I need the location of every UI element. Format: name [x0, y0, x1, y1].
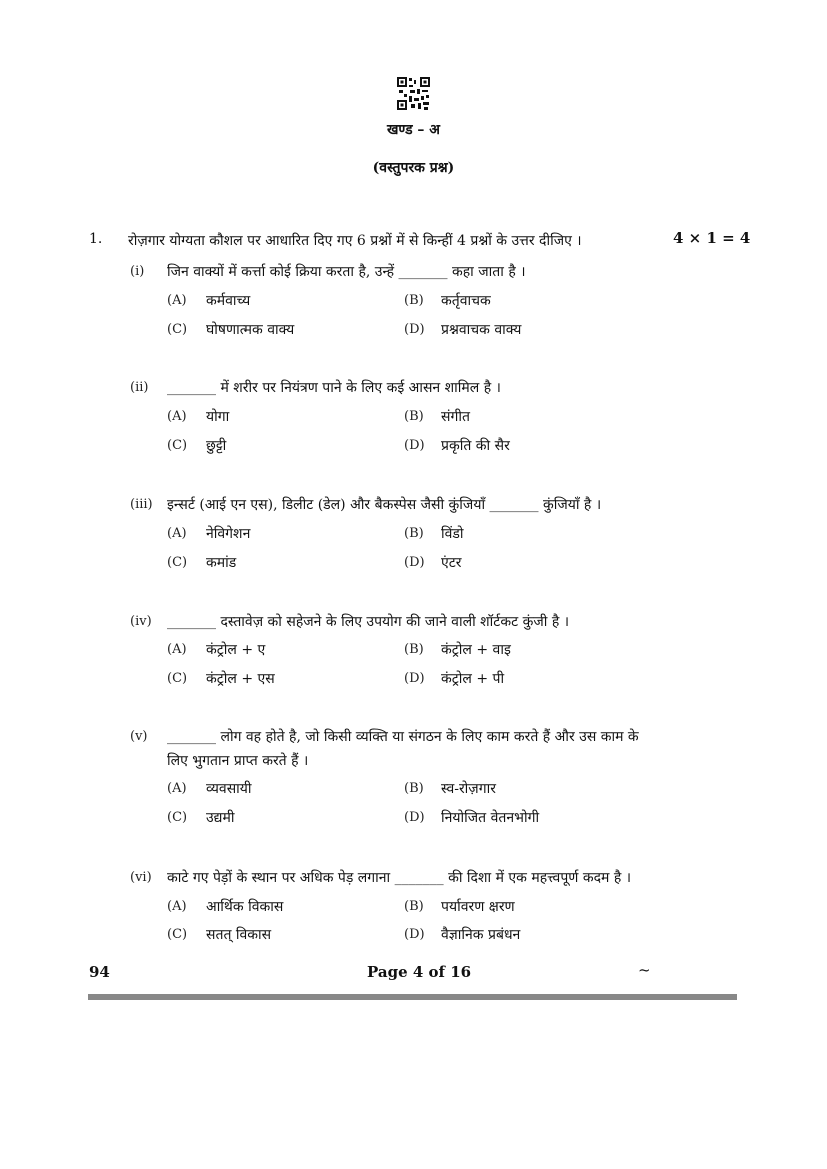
option-text: एंटर	[441, 555, 462, 571]
option-text: आर्थिक विकास	[206, 899, 284, 915]
subquestion-text: _______ दस्तावेज़ को सहेजने के लिए उपयोग की जाने वाली शॉर्टकट कुंजी है ।	[167, 614, 570, 630]
option-label: (A)	[167, 899, 187, 914]
option-label: (C)	[167, 671, 188, 686]
option-text: वैज्ञानिक प्रबंधन	[441, 927, 521, 943]
option-text: कंट्रोल + पी	[441, 671, 505, 687]
option-text: नियोजित वेतनभोगी	[441, 810, 540, 826]
question-marks: 4 × 1 = 4	[673, 229, 751, 247]
option-label: (B)	[404, 642, 424, 657]
subquestion-text: _______ लोग वह होते है, जो किसी व्यक्ति या संगठन के लिए काम करते हैं और उस काम के	[167, 729, 639, 745]
option-text: सतत् विकास	[206, 927, 272, 943]
option-label: (B)	[404, 526, 424, 541]
option-text: प्रकृति की सैर	[441, 438, 510, 454]
option-label: (C)	[167, 555, 188, 570]
section-title: खण्ड – अ	[386, 122, 441, 138]
option-label: (A)	[167, 642, 187, 657]
page-number: Page 4 of 16	[367, 963, 472, 981]
qr-code-icon	[397, 77, 430, 110]
option-label: (C)	[167, 322, 188, 337]
subquestion-text: काटे गए पेड़ों के स्थान पर अधिक पेड़ लगाना _______ की दिशा में एक महत्त्वपूर्ण कदम है ।	[167, 870, 632, 886]
option-label: (D)	[404, 322, 425, 337]
subquestion-label: (v)	[130, 729, 148, 744]
option-text: पर्यावरण क्षरण	[441, 899, 515, 915]
subquestion-text: इन्सर्ट (आई एन एस), डिलीट (डेल) और बैकस्पेस जैसी कुंजियाँ _______ कुंजियाँ है ।	[167, 497, 602, 513]
option-text: व्यवसायी	[206, 781, 252, 797]
option-label: (C)	[167, 927, 188, 942]
option-text: कमांड	[206, 555, 237, 571]
option-text: स्व-रोज़गार	[441, 781, 496, 797]
option-label: (B)	[404, 781, 424, 796]
subquestion-text-continued: लिए भुगतान प्राप्त करते हैं ।	[167, 753, 309, 769]
option-text: कर्मवाच्य	[206, 293, 251, 309]
option-text: योगा	[206, 409, 230, 425]
option-text: संगीत	[441, 409, 470, 425]
option-text: विंडो	[441, 526, 464, 542]
option-text: नेविगेशन	[206, 526, 251, 542]
option-text: कंट्रोल + ए	[206, 642, 266, 658]
option-text: कंट्रोल + वाइ	[441, 642, 511, 658]
option-label: (D)	[404, 671, 425, 686]
option-label: (D)	[404, 927, 425, 942]
option-label: (A)	[167, 526, 187, 541]
paper-code: 94	[89, 963, 110, 981]
option-label: (A)	[167, 293, 187, 308]
option-text: कर्तृवाचक	[441, 293, 491, 309]
option-text: कंट्रोल + एस	[206, 671, 275, 687]
option-label: (A)	[167, 781, 187, 796]
section-subtitle: (वस्तुपरक प्रश्न)	[372, 160, 455, 176]
subquestion-label: (iv)	[130, 614, 152, 629]
option-text: घोषणात्मक वाक्य	[206, 322, 295, 338]
footer-mark: ~	[638, 961, 651, 979]
option-label: (D)	[404, 810, 425, 825]
option-label: (A)	[167, 409, 187, 424]
option-label: (D)	[404, 555, 425, 570]
subquestion-label: (vi)	[130, 870, 152, 885]
question-number: 1.	[89, 231, 103, 247]
subquestion-label: (ii)	[130, 380, 149, 395]
footer-rule	[88, 994, 737, 1000]
option-label: (B)	[404, 409, 424, 424]
subquestion-label: (iii)	[130, 497, 153, 512]
option-label: (D)	[404, 438, 425, 453]
question-text: रोज़गार योग्यता कौशल पर आधारित दिए गए 6 प्रश्नों में से किन्हीं 4 प्रश्नों के उत्तर दीजिए ।	[128, 233, 582, 249]
option-label: (B)	[404, 293, 424, 308]
option-text: उद्यमी	[206, 810, 235, 826]
subquestion-label: (i)	[130, 264, 145, 279]
option-text: छुट्टी	[206, 438, 227, 454]
subquestion-text: जिन वाक्यों में कर्त्ता कोई क्रिया करता है, उन्हें _______ कहा जाता है ।	[167, 264, 526, 280]
option-label: (C)	[167, 438, 188, 453]
option-label: (C)	[167, 810, 188, 825]
option-label: (B)	[404, 899, 424, 914]
subquestion-text: _______ में शरीर पर नियंत्रण पाने के लिए कई आसन शामिल है ।	[167, 380, 501, 396]
option-text: प्रश्नवाचक वाक्य	[441, 322, 522, 338]
